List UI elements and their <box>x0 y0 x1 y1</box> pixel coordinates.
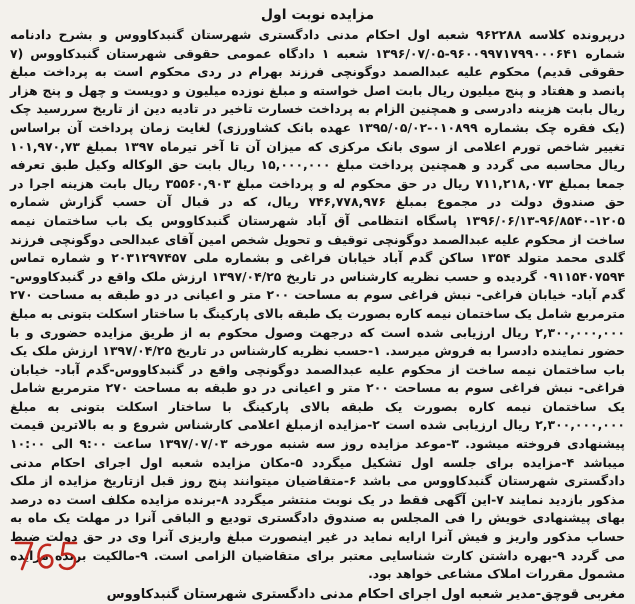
notice-title: مزایده نوبت اول <box>260 7 375 23</box>
handwritten-stamp-mark <box>10 535 82 575</box>
notice-body: درپرونده کلاسه ۹۶۲۲۸۸ شعبه اول احکام مدنی دادگستری شهرستان گنبدکاووس و بشرح دادنامه شماره ۹۶۰۰۹۹۷۱۷۹۹۰۰۰۶۴۱-۱۳۹۶/۰۷/۰۵ شعبه ۱ دادگاه عمومی حقوقی شهرستان گنبدکاووس (۷ حقوقی قدیم) محکوم علیه عبدالصمد دوگونچی فرزند بهرام در ردی محکوم است به پرداخت مبلغ پانصد و هفتاد و پنج میلیون ریال بابت اصل خواسته و مبلغ نوزده میلیون و دویست و چهل و پنج هزار ریال بابت هزینه دادرسی و همچنین الزام به پرداخت خسارت تاخیر در تادیه دین از تاریخ سررسید چک (یک فقره چک بشماره ۰۱۰۸۹۹-۱۳۹۵/۰۵/۰۲ عهده بانک کشاورزی) لغایت زمان پرداخت آن براساس تغییر شاخص تورم اعلامی از سوی بانک مرکزی که میزان آن تا آخر تیرماه ۱۳۹۷ بمبلغ ۱۰۱,۹۷۰,۷۳ ریال محاسبه می گردد و همچنین پرداخت مبلغ ۱۵,۰۰۰,۰۰۰ ریال بابت حق الوکاله وکیل طبق تعرفه جمعا بمبلغ ۷۱۱,۲۱۸,۰۷۳ ریال در حق محکوم له و پرداخت مبلغ ۳۵۵۶۰,۹۰۳ ریال بابت هزینه اجرا در حق صندوق دولت در مجموع بمبلغ ۷۴۶,۷۷۸,۹۷۶ ریال، که در قبال آن حسب گزارش شماره ۱۲۰۵-۹۶/۸۵۴۰-۱۳۹۶/۰۶/۱۳ پاسگاه انتظامی آق آباد شهرستان گنبدکاووس یک باب ساختمان نیمه ساخت از محکوم علیه عبدالصمد دوگونچی توقیف و تحویل شخص امین آقای عبدالحی دوگونچی فرزند گلدی محمد متولد ۱۳۵۴ ساکن گدم آباد خیابان فراغی و بشماره ملی ۲۰۳۱۲۹۷۴۵۷ و شماره تماس ۰۹۱۱۵۴۰۷۵۹۴ گردیده و حسب نظریه کارشناس در تاریخ ۱۳۹۷/۰۴/۲۵ ارزش ملک واقع در گنبدکاووس-گدم آباد- خیابان فراغی- نبش فراغی سوم به مساحت ۲۰۰ متر و اعیانی در دو طبقه به مساحت ۲۷۰ مترمربع شامل یک ساختمان نیمه کاره بصورت یک طبقه بالای پارکینگ با ساختار اسکلت بتونی به مبلغ ۲,۳۰۰,۰۰۰,۰۰۰ ریال ارزیابی شده است که درجهت وصول محکوم به از طریق مزایده حضوری و با حضور نماینده دادسرا به فروش میرسد. ۱-حسب نظریه کارشناس در تاریخ ۱۳۹۷/۰۴/۲۵ ارزش ملک یک باب ساختمان نیمه ساخت از محکوم علیه عبدالصمد دوگونچی واقع در گنبدکاووس-گدم آباد- خیابان فراغی- نبش فراغی سوم به مساحت ۲۰۰ متر و اعیانی در دو طبقه به مساحت ۲۷۰ مترمربع شامل یک ساختمان نیمه کاره بصورت یک طبقه بالای پارکینگ با ساختار اسکلت بتونی به مبلغ ۲,۳۰۰,۰۰۰,۰۰۰ ریال ارزیابی شده است ۲-مزایده ازمبلغ اعلامی کارشناس شروع و به بالاترین قیمت پیشنهادی فروخته میشود. ۳-موعد مزایده روز سه شنبه مورخه ۱۳۹۷/۰۷/۰۳ ساعت ۹:۰۰ الی ۱۰:۰۰ میباشد ۴-مزایده برای جلسه اول تشکیل میگردد ۵-مکان مزایده شعبه اول اجرای احکام مدنی دادگستری شهرستان گنبدکاووس می باشد ۶-متقاضیان میتوانند پنج روز قبل ازتاریخ مزایده از ملک مذکور بازدید نمایند ۷-این آگهی فقط در یک نوبت منتشر میگردد ۸-برنده مزایده مکلف است ده درصد بهای پیشنهادی خویش را فی المجلس به صندوق دادگستری تودیع و الباقی آنرا در مهلت یک ماه به حساب مذکور واریز و فیش آنرا ارایه نماید در غیر اینصورت مبلغ واریزی آنرا وی در حق دولت ضبط می گردد ۹-بهره داشتن کارت شناسایی معتبر برای متقاضیان الزامی است. ۹-مالکیت برنده مزایده مشمول مقررات املاک مشاعی خواهد بود. <box>10 27 626 582</box>
notice-signature: مغربی قوچق-مدیر شعبه اول اجرای احکام مدنی دادگستری شهرستان گنبدکاووس <box>106 586 625 602</box>
